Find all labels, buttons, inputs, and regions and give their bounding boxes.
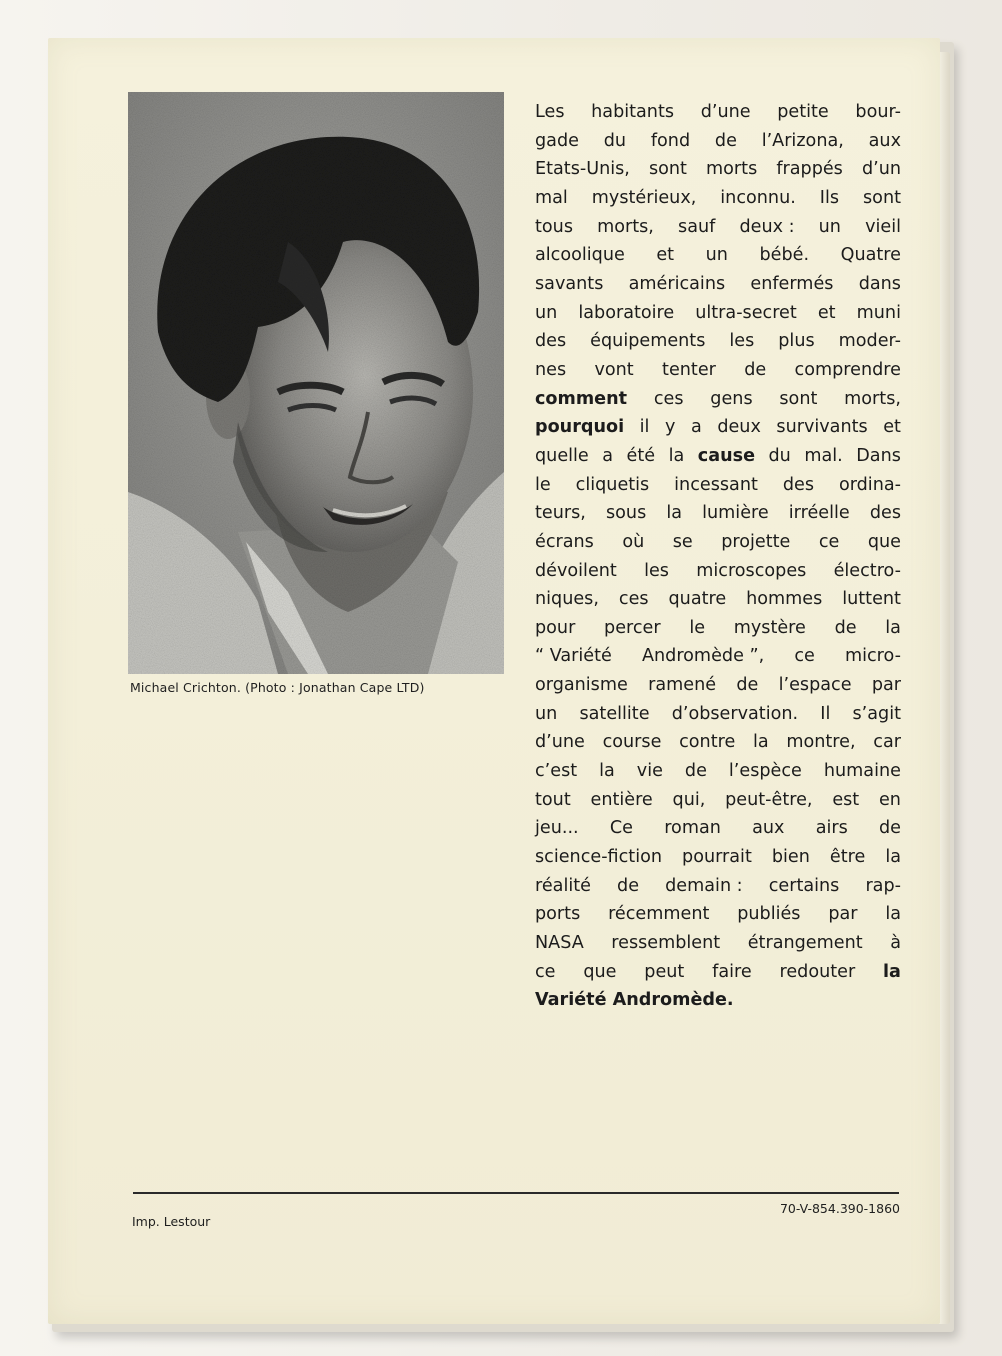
blurb-word: bien	[771, 847, 810, 868]
blurb-word: sont	[648, 159, 687, 180]
blurb-line	[535, 356, 901, 385]
blurb-line	[535, 557, 901, 586]
blurb-word: du	[603, 130, 627, 151]
blurb-word: sont	[863, 187, 901, 208]
blurb-word: et	[817, 302, 836, 323]
blurb-line	[535, 327, 901, 356]
blurb-word: s’agit	[852, 703, 901, 724]
blurb-word: laboratoire	[578, 302, 675, 323]
blurb-word: des	[869, 503, 901, 524]
blurb-word: équipements	[590, 331, 706, 352]
blurb-word: sauf	[678, 216, 716, 237]
blurb-word: sont	[779, 388, 818, 409]
blurb-word: les	[644, 560, 669, 581]
blurb-bold-word: Variété Andromède.	[535, 990, 734, 1011]
blurb-word: projette	[721, 531, 791, 552]
blurb-word: l’Arizona,	[761, 130, 844, 151]
blurb-word: ce	[818, 531, 840, 552]
blurb-word: en	[878, 789, 901, 810]
blurb-word: d’observation.	[671, 703, 799, 724]
blurb-word: un	[818, 216, 841, 237]
blurb-word: de	[617, 875, 640, 896]
blurb-line	[535, 184, 901, 213]
blurb-word: publiés	[737, 904, 801, 925]
blurb-word: montre,	[786, 732, 856, 753]
blurb-word: mal	[535, 187, 568, 208]
blurb-word: la	[752, 732, 769, 753]
blurb-word: dans	[858, 273, 901, 294]
blurb-word: luttent	[842, 589, 901, 610]
blurb-word: la	[599, 761, 615, 782]
blurb-line	[535, 614, 901, 643]
blurb-word: de	[736, 675, 759, 696]
blurb-line	[535, 872, 901, 901]
blurb-line	[535, 814, 901, 843]
blurb-word: récemment	[608, 904, 710, 925]
blurb-word: américains	[628, 273, 726, 294]
blurb-line	[535, 900, 901, 929]
blurb-word: être	[829, 847, 866, 868]
blurb-word: habitants	[591, 102, 675, 122]
blurb-word: vont	[594, 359, 634, 380]
blurb-word: ce	[794, 646, 815, 667]
blurb-word: certains	[768, 875, 840, 896]
blurb-word: inconnu.	[720, 187, 796, 208]
blurb-word: les	[729, 331, 755, 352]
blurb-word: la	[885, 904, 901, 925]
blurb-word: du	[768, 445, 791, 466]
blurb-word: a	[690, 417, 702, 438]
blurb-word: peut	[644, 961, 685, 982]
blurb-word: un	[705, 245, 728, 266]
blurb-word: sous	[605, 503, 647, 524]
blurb-word: l’espace	[778, 675, 852, 696]
blurb-line	[535, 471, 901, 500]
blurb-word: gens	[710, 388, 753, 409]
blurb-word: aux	[752, 818, 785, 839]
blurb-word: car	[873, 732, 901, 753]
blurb-word: bébé.	[759, 245, 810, 266]
blurb-word: le	[535, 474, 551, 495]
blurb-word: est	[832, 789, 860, 810]
blurb-word: vieil	[865, 216, 901, 237]
blurb-word: ces	[653, 388, 684, 409]
blurb-word: morts	[706, 159, 758, 180]
blurb-word: Andromède ”,	[641, 646, 765, 667]
blurb-word: aux	[868, 130, 901, 151]
blurb-word: Quatre	[840, 245, 901, 266]
blurb-word: science-fiction	[535, 847, 663, 868]
blurb-line	[535, 442, 901, 471]
blurb-word: la	[666, 503, 683, 524]
blurb-word: ramené	[648, 675, 717, 696]
blurb-word: tenter	[662, 359, 716, 380]
blurb-word: roman	[664, 818, 721, 839]
blurb-line	[535, 786, 901, 815]
blurb-word: de	[714, 130, 737, 151]
blurb-word: Ils	[819, 187, 840, 208]
blurb-word: entière	[590, 789, 653, 810]
blurb-word: comprendre	[794, 359, 901, 380]
blurb-word: morts,	[597, 216, 654, 237]
blurb-word: “ Variété	[535, 646, 612, 667]
blurb-word: que	[583, 961, 617, 982]
blurb-word: Ce	[609, 818, 633, 839]
blurb-bold-word: la	[883, 961, 901, 982]
blurb-word: organisme	[535, 675, 628, 696]
blurb-word: niques,	[535, 589, 599, 610]
author-photo	[128, 92, 504, 674]
blurb-word: peut-être,	[725, 789, 813, 810]
blurb-word: électro-	[833, 560, 901, 581]
blurb-word: nes	[535, 359, 567, 380]
blurb-word: ces	[618, 589, 649, 610]
blurb-word: satellite	[579, 703, 650, 724]
blurb-line	[535, 671, 901, 700]
blurb-line	[535, 528, 901, 557]
blurb-word: Il	[820, 703, 831, 724]
blurb-word: de	[834, 617, 857, 638]
blurb-word: et	[656, 245, 675, 266]
blurb-word: il	[639, 417, 650, 438]
blurb-word: de	[684, 761, 707, 782]
blurb-word: ressemblent	[611, 933, 721, 954]
blurb-word: microscopes	[696, 560, 807, 581]
blurb-line	[535, 642, 901, 671]
blurb-word: été	[626, 445, 656, 466]
blurb-word: a	[602, 445, 614, 466]
blurb-line	[535, 270, 901, 299]
book-code: 70-V-854.390-1860	[779, 1201, 900, 1216]
blurb-word: plus	[778, 331, 815, 352]
photo-caption: Michael Crichton. (Photo : Jonathan Cape LTD)	[130, 680, 425, 695]
blurb-word: muni	[856, 302, 901, 323]
blurb-line	[535, 958, 901, 987]
blurb-word: cliquetis	[575, 474, 650, 495]
blurb-word: bour-	[855, 102, 901, 122]
author-portrait-image	[128, 92, 504, 674]
blurb-line	[535, 385, 901, 414]
blurb-word: morts,	[844, 388, 901, 409]
blurb-word: dévoilent	[535, 560, 617, 581]
blurb-line	[535, 213, 901, 242]
blurb-word: d’une	[700, 102, 751, 122]
blurb-word: des	[782, 474, 814, 495]
blurb-word: frappés	[776, 159, 843, 180]
blurb-word: hommes	[746, 589, 823, 610]
blurb-word: mal.	[804, 445, 843, 466]
blurb-word: Dans	[856, 445, 901, 466]
blurb-word: enfermés	[750, 273, 834, 294]
blurb-word: ports	[535, 904, 581, 925]
blurb-word: l’espèce	[728, 761, 802, 782]
blurb-word: course	[602, 732, 662, 753]
blurb-line	[535, 929, 901, 958]
blurb-word: deux	[717, 417, 761, 438]
blurb-word: alcoolique	[535, 245, 625, 266]
blurb-word: pourrait	[682, 847, 752, 868]
blurb-word: survivants	[776, 417, 868, 438]
blurb-word: tout	[535, 789, 571, 810]
blurb-word: réalité	[535, 875, 591, 896]
blurb-word: des	[535, 331, 567, 352]
blurb-line	[535, 986, 901, 1015]
blurb-word: Etats-Unis,	[535, 159, 630, 180]
blurb-word: quatre	[668, 589, 727, 610]
blurb-word: jeu...	[535, 818, 579, 839]
blurb-word: ultra-secret	[695, 302, 797, 323]
blurb-word: par	[828, 904, 858, 925]
printer-imprint: Imp. Lestour	[132, 1214, 211, 1229]
blurb-line	[535, 127, 901, 156]
blurb-word: airs	[815, 818, 848, 839]
blurb-word: deux :	[739, 216, 795, 237]
blurb-word: à	[890, 933, 901, 954]
footer-divider	[133, 1192, 899, 1194]
blurb-line	[535, 700, 901, 729]
blurb-line	[535, 843, 901, 872]
blurb-word: écrans	[535, 531, 594, 552]
blurb-word: fond	[650, 130, 691, 151]
blurb-word: quelle	[535, 445, 589, 466]
blurb-word: irréelle	[788, 503, 850, 524]
blurb-word: par	[871, 675, 901, 696]
blurb-word: ordina-	[838, 474, 901, 495]
blurb-word: le	[689, 617, 706, 638]
blurb-word: étrangement	[747, 933, 863, 954]
blurb-word: pour	[535, 617, 576, 638]
blurb-word: tous	[535, 216, 573, 237]
blurb-line	[535, 155, 901, 184]
blurb-word: la	[885, 847, 901, 868]
blurb-word: que	[867, 531, 901, 552]
blurb-word: de	[744, 359, 767, 380]
blurb-word: contre	[679, 732, 736, 753]
blurb-word: percer	[604, 617, 661, 638]
blurb-word: teurs,	[535, 503, 586, 524]
blurb-word: un	[535, 703, 558, 724]
blurb-word: faire	[712, 961, 752, 982]
blurb-word: NASA	[535, 933, 584, 954]
blurb-word: savants	[535, 273, 604, 294]
blurb-line	[535, 757, 901, 786]
blurb-word: la	[885, 617, 901, 638]
blurb-line	[535, 728, 901, 757]
blurb-word: redouter	[779, 961, 856, 982]
blurb-word: y	[665, 417, 676, 438]
blurb-word: lumière	[702, 503, 769, 524]
blurb-bold-word: cause	[697, 445, 756, 466]
blurb-line	[535, 299, 901, 328]
blurb-word: micro-	[844, 646, 901, 667]
blurb-word: mystère	[733, 617, 806, 638]
blurb-word: incessant	[674, 474, 758, 495]
blurb-word: d’une	[535, 732, 585, 753]
blurb-word: où	[622, 531, 645, 552]
blurb-word: demain :	[665, 875, 743, 896]
blurb-word: d’un	[861, 159, 901, 180]
blurb-word: ce	[535, 961, 556, 982]
blurb-word: gade	[535, 130, 579, 151]
blurb-line	[535, 413, 901, 442]
blurb-line	[535, 585, 901, 614]
blurb-word: c’est	[535, 761, 578, 782]
blurb-word: de	[878, 818, 901, 839]
blurb-word: moder-	[838, 331, 901, 352]
blurb-word: Les	[535, 102, 565, 122]
blurb-word: la	[668, 445, 685, 466]
blurb-word: humaine	[823, 761, 901, 782]
blurb-bold-word: comment	[535, 388, 628, 409]
blurb-line	[535, 241, 901, 270]
blurb-word: rap-	[865, 875, 901, 896]
blurb-word: et	[883, 417, 901, 438]
blurb-word: petite	[777, 102, 829, 122]
blurb-word: qui,	[672, 789, 706, 810]
blurb-word: un	[535, 302, 558, 323]
blurb-line	[535, 499, 901, 528]
blurb-line	[535, 98, 901, 127]
blurb-word: se	[672, 531, 693, 552]
blurb-word: mystérieux,	[591, 187, 697, 208]
book-blurb	[535, 98, 901, 1015]
blurb-bold-word: pourquoi	[535, 417, 625, 438]
blurb-word: vie	[636, 761, 663, 782]
